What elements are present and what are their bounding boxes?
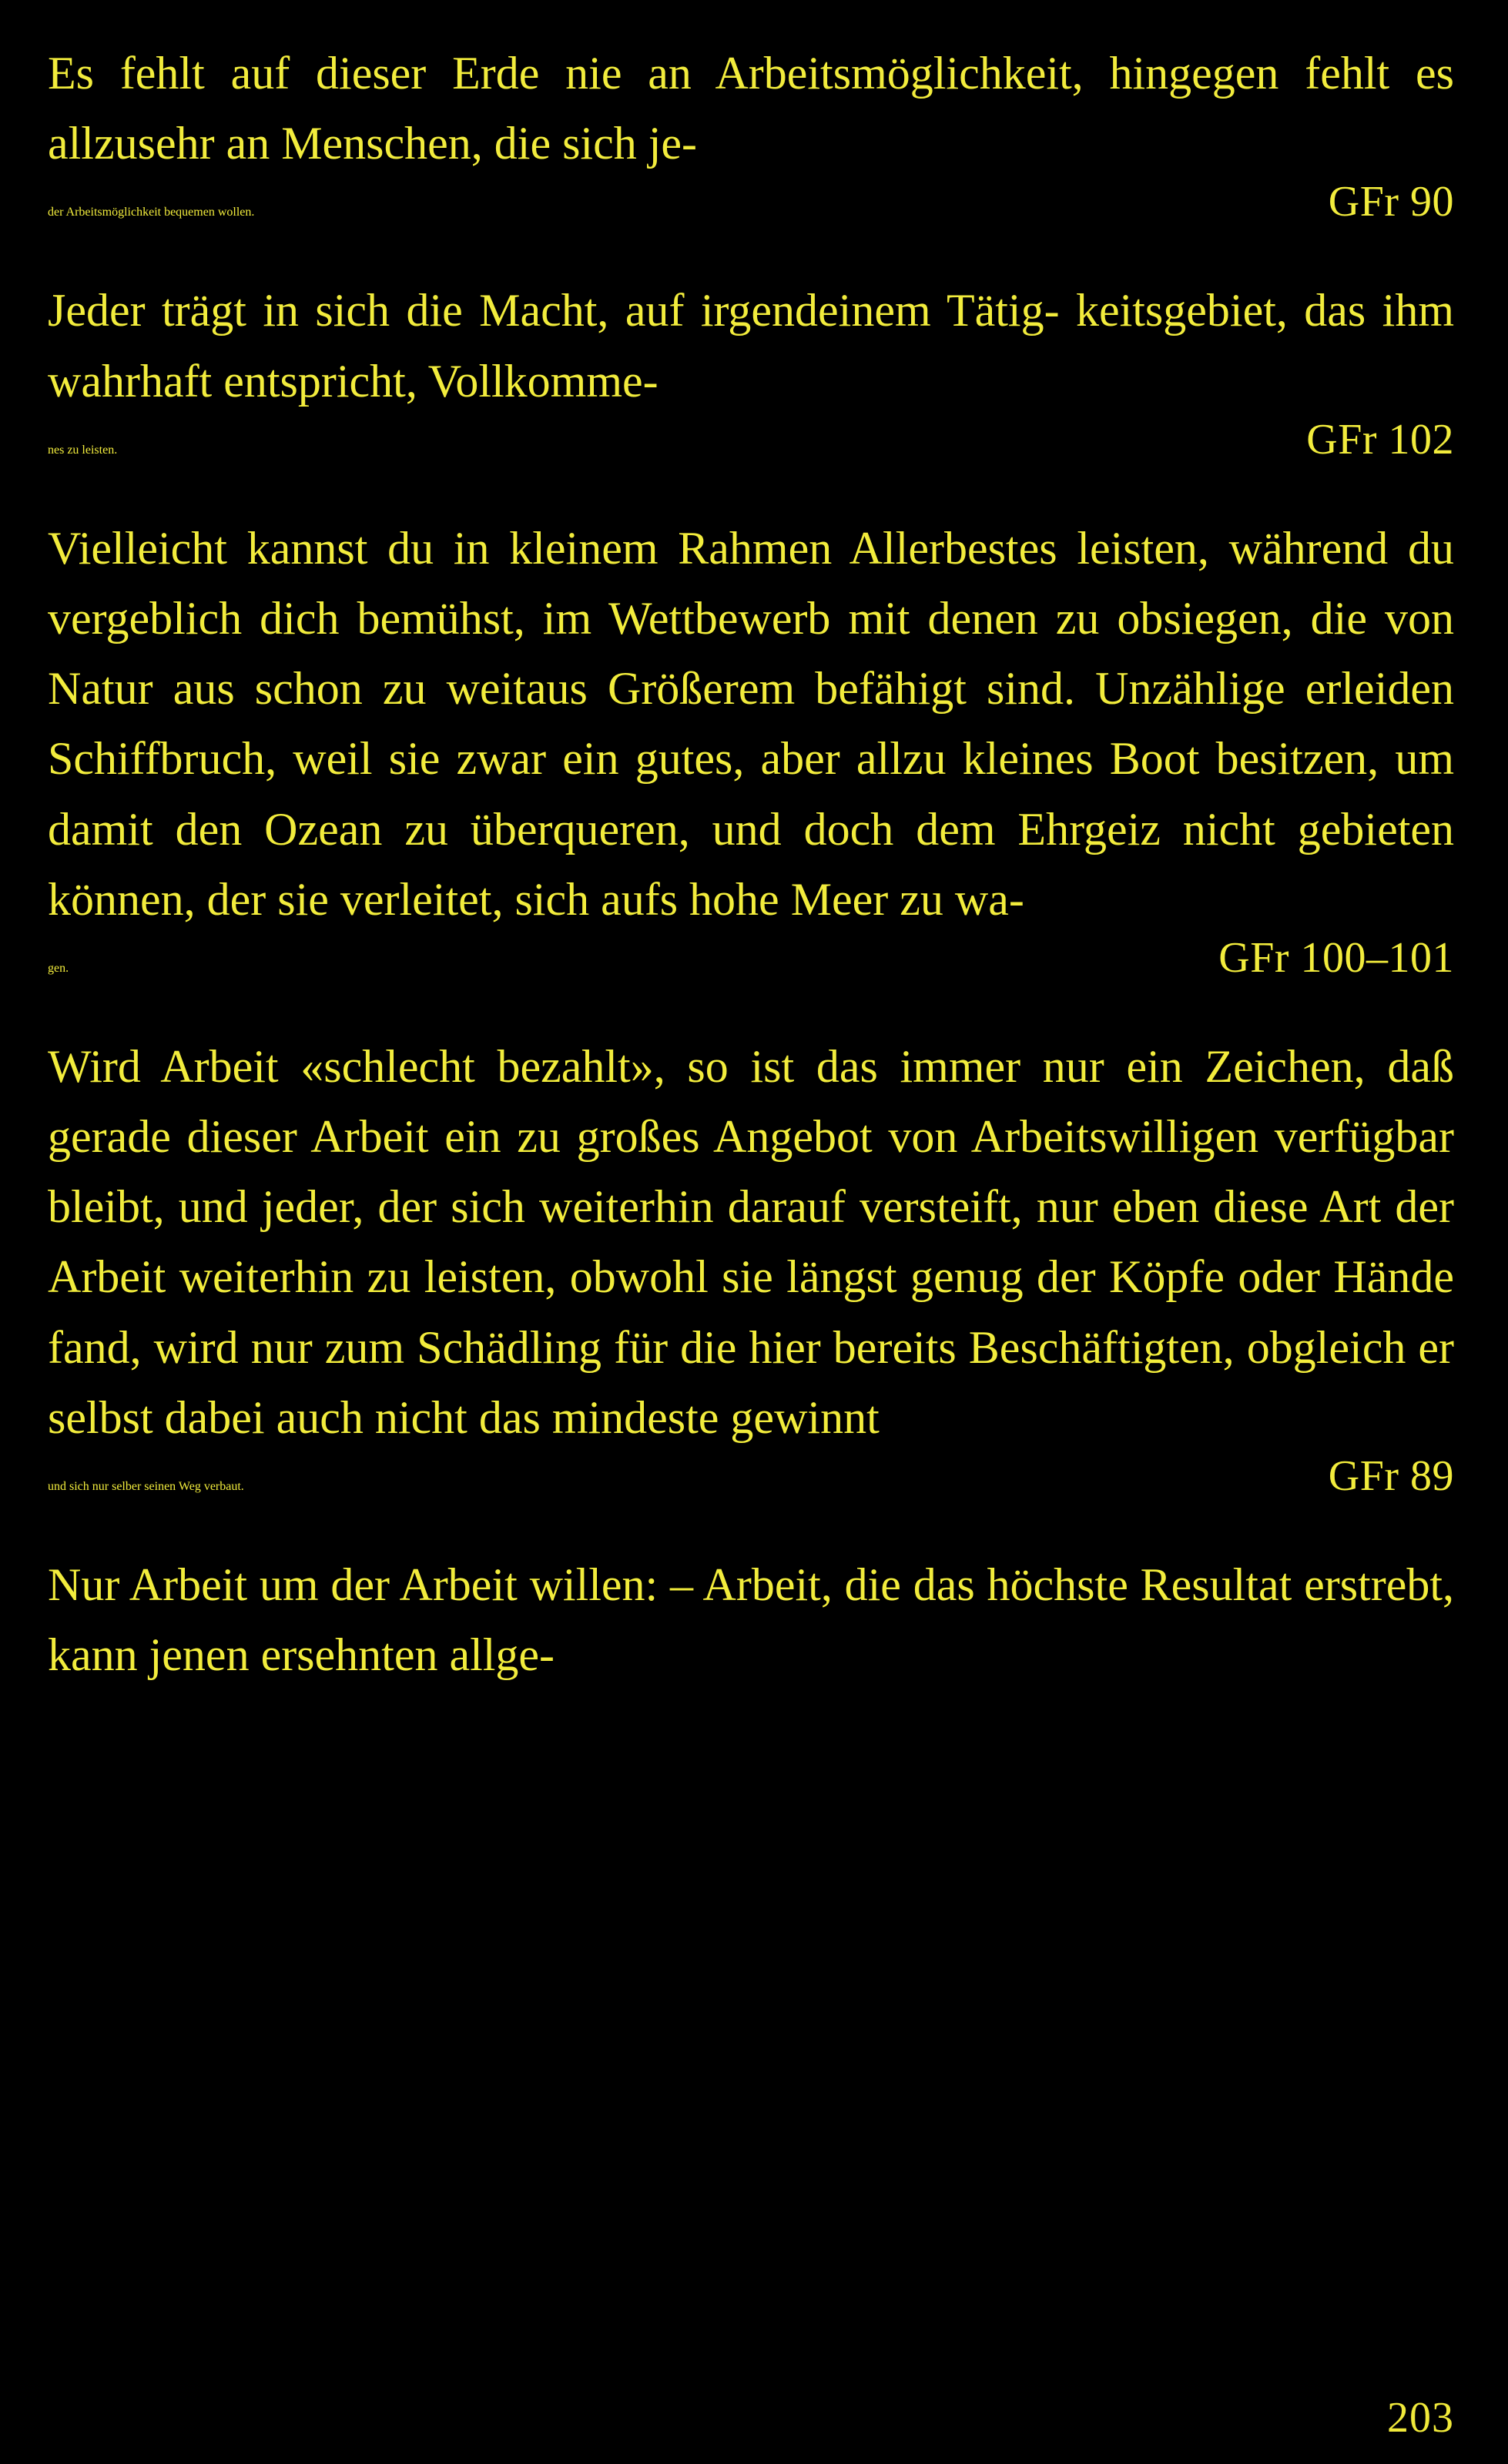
- passage-2-final-line: [48, 415, 1454, 464]
- passage-1-tail: der Arbeitsmöglichkeit bequemen wollen.: [48, 206, 255, 219]
- passage-3-lead: Vielleicht kannst du in kleinem Rahmen Allerbestes leisten, während du vergeblich dich bemühst, im Wettbewerb mit denen zu obsiegen, die von Natur aus schon zu weitaus Größerem befähigt sind. Unzählige erleiden Schiffbruch, weil sie zwar ein gutes, aber allzu kleines Boot besitzen, um damit den Ozean zu überqueren, und doch dem Ehrgeiz nicht gebieten können, der sie verleitet, sich aufs hohe Meer zu wa-: [48, 522, 1454, 925]
- passage-1: [48, 38, 1454, 226]
- passage-3-citation: GFr 100–101: [1218, 933, 1454, 982]
- passage-2-lead: Jeder trägt in sich die Macht, auf irgendeinem Tätig- keitsgebiet, das ihm wahrhaft entspricht, Vollkomme-: [48, 285, 1454, 407]
- passage-1-citation: GFr 90: [1328, 178, 1454, 226]
- passage-3-tail: gen.: [48, 961, 69, 975]
- passage-4-tail: und sich nur selber seinen Weg verbaut.: [48, 1480, 244, 1493]
- passage-1-final-line: [48, 177, 1454, 226]
- passage-2-tail: nes zu leisten.: [48, 443, 118, 457]
- page-number: 203: [1387, 2394, 1454, 2442]
- passage-4-final-line: [48, 1451, 1454, 1501]
- passage-1-lead: Es fehlt auf dieser Erde nie an Arbeitsmöglichkeit, hingegen fehlt es allzusehr an Menschen, die sich je-: [48, 48, 1454, 169]
- passage-4-citation: GFr 89: [1328, 1452, 1454, 1500]
- passage-2: [48, 276, 1454, 464]
- passage-5-lead: Nur Arbeit um der Arbeit willen: – Arbeit, die das höchste Resultat erstrebt, kann jenen ersehnten allge-: [48, 1559, 1454, 1681]
- passage-3-final-line: [48, 933, 1454, 983]
- passage-2-citation: GFr 102: [1306, 415, 1454, 464]
- passage-3: [48, 514, 1454, 983]
- passage-4-lead: Wird Arbeit «schlecht bezahlt», so ist das immer nur ein Zeichen, daß gerade dieser Arbeit ein zu großes Angebot von Arbeitswilligen verfügbar bleibt, und jeder, der sich weiterhin darauf versteift, nur eben diese Art der Arbeit weiterhin zu leisten, obwohl sie längst genug der Köpfe oder Hände fand, wird nur zum Schädling für die hier bereits Beschäftigten, obgleich er selbst dabei auch nicht das mindeste gewinnt: [48, 1040, 1454, 1443]
- passage-4: [48, 1032, 1454, 1501]
- passage-5: [48, 1550, 1454, 1690]
